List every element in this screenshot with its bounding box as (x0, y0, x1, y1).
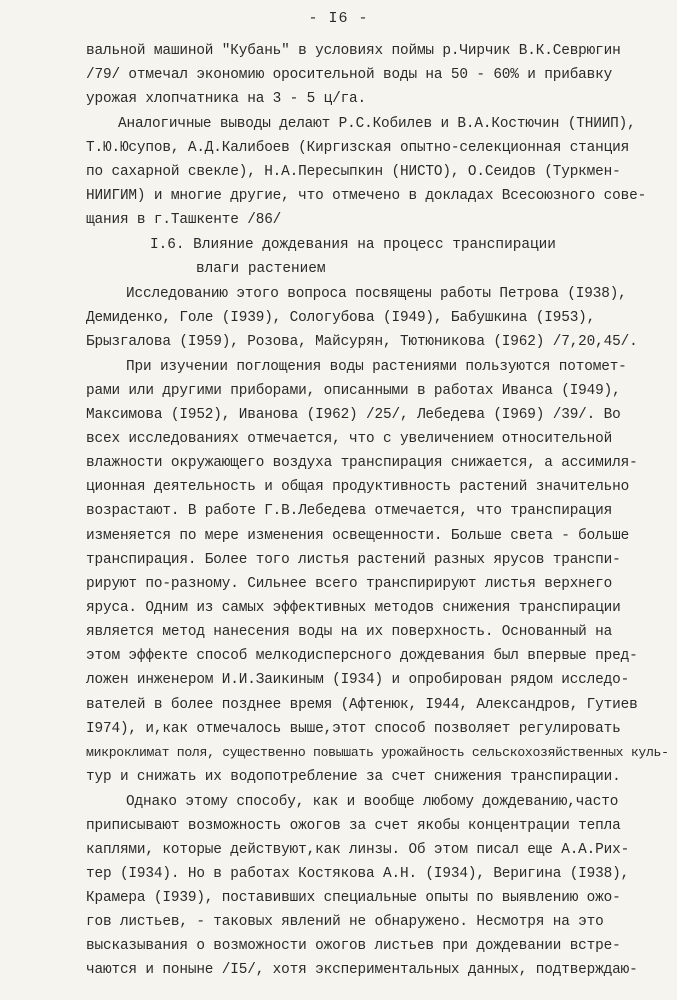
body-line: рами или другими приборами, описанными в работах Иванса (I949), (86, 383, 621, 399)
body-line: рируют по-разному. Сильнее всего транспирируют листья верхнего (86, 576, 613, 592)
body-line: транспирация. Более того листья растений разных ярусов транспи- (86, 552, 621, 568)
body-line: всех исследованиях отмечается, что с увеличением относительной (86, 431, 613, 447)
body-line: является метод нанесения воды на их поверхность. Основанный на (86, 624, 613, 640)
body-line: вателей в более позднее время (Афтенюк, I944, Александров, Гутиев (86, 697, 638, 713)
body-line: Исследованию этого вопроса посвящены работы Петрова (I938), (126, 286, 627, 302)
body-line: При изучении поглощения воды растениями пользуются потомет- (126, 359, 627, 375)
intro-line: Т.Ю.Юсупов, А.Д.Калибоев (Киргизская опытно-селекционная станция (86, 140, 630, 156)
body-line: I974), и,как отмечалось выше,этот способ позволяет регулировать (86, 721, 621, 737)
section-heading-continued: влаги растением (196, 261, 326, 277)
body-line: Однако этому способу, как и вообще любому дождеванию,часто (126, 794, 619, 810)
body-line: возрастают. В работе Г.В.Лебедева отмечается, что транспирация (86, 503, 613, 519)
body-line: чаются и поныне /I5/, хотя экспериментальных данных, подтверждаю- (86, 962, 638, 978)
body-line: яруса. Одним из самых эффективных методов снижения транспирации (86, 600, 621, 616)
body-line: каплями, которые действуют,как линзы. Об этом писал еще А.А.Рих- (86, 842, 630, 858)
page-number: - I6 - (308, 10, 369, 27)
body-line: тер (I934). Но в работах Костякова А.Н. (I934), Веригина (I938), (86, 866, 630, 882)
body-line: высказывания о возможности ожогов листьев при дождевании встре- (86, 938, 621, 954)
body-line: ложен инженером И.И.Заикиным (I934) и опробирован рядом исследо- (86, 672, 630, 688)
intro-line: /79/ отмечал экономию оросительной воды на 50 - 60% и прибавку (86, 67, 613, 83)
body-line: Демиденко, Голе (I939), Сологубова (I949), Бабушкина (I953), (86, 310, 596, 326)
intro-line: щания в г.Ташкенте /86/ (86, 212, 282, 228)
intro-line: Аналогичные выводы делают Р.С.Кобилев и В.А.Костючин (ТНИИП), (118, 116, 636, 132)
intro-line: урожая хлопчатника на 3 - 5 ц/га. (86, 91, 367, 107)
body-line: Максимова (I952), Иванова (I962) /25/, Лебедева (I969) /39/. Во (86, 407, 621, 423)
body-line: ционная деятельность и общая продуктивность растений значительно (86, 479, 630, 495)
body-line: тур и снижать их водопотребление за счет снижения транспирации. (86, 769, 621, 785)
body-line: влажности окружающего воздуха транспирация снижается, а ассимиля- (86, 455, 638, 471)
intro-line: НИИГИМ) и многие другие, что отмечено в докладах Всесоюзного сове- (86, 188, 647, 204)
body-line: гов листьев, - таковых явлений не обнаружено. Несмотря на это (86, 914, 604, 930)
body-line: Брызгалова (I959), Розова, Майсурян, Тютюникова (I962) /7,20,45/. (86, 334, 638, 350)
intro-line: вальной машиной "Кубань" в условиях поймы р.Чирчик В.К.Севрюгин (86, 43, 621, 59)
body-line: этом эффекте способ мелкодисперсного дождевания был впервые пред- (86, 648, 638, 664)
section-heading: I.6. Влияние дождевания на процесс транспирации (150, 237, 556, 253)
body-line: Крамера (I939), поставивших специальные опыты по выявлению ожо- (86, 890, 621, 906)
intro-line: по сахарной свекле), Н.А.Пересыпкин (НИСТО), О.Сеидов (Туркмен- (86, 164, 621, 180)
body-line: микроклимат поля, существенно повышать урожайность сельскохозяйственных куль- (86, 745, 669, 760)
body-line: изменяется по мере изменения освещенности. Больше света - больше (86, 528, 630, 544)
body-line: приписывают возможность ожогов за счет якобы концентрации тепла (86, 818, 621, 834)
